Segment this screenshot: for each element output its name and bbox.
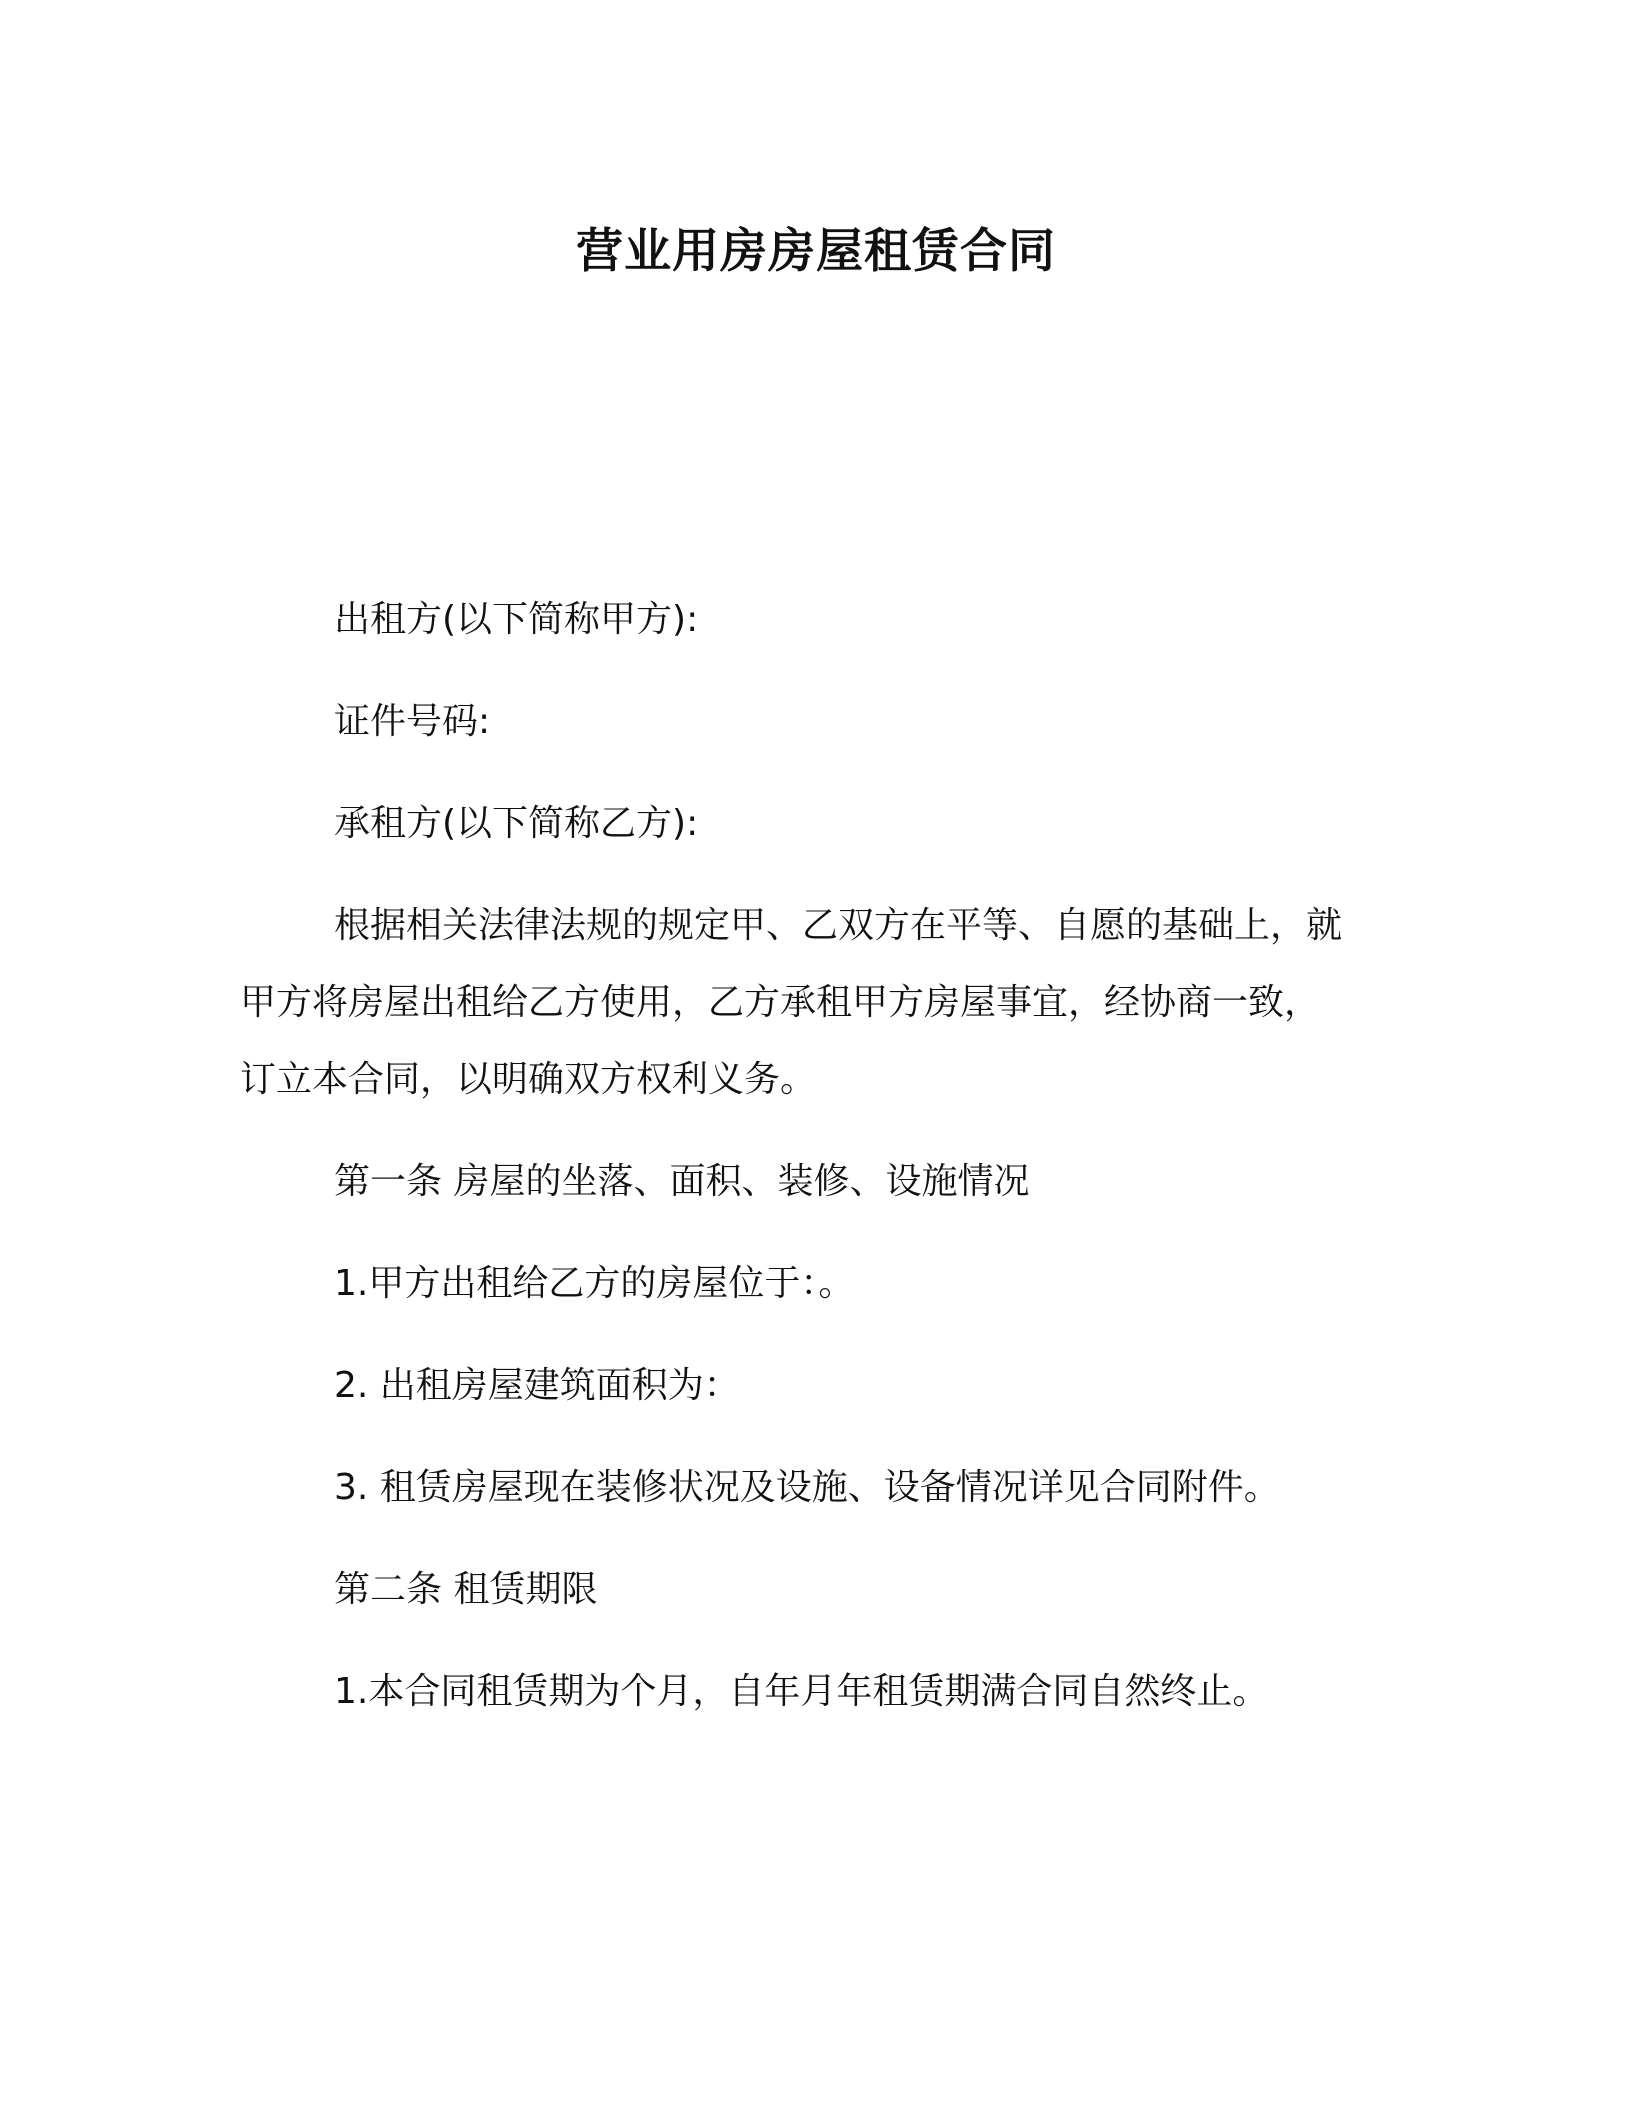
preamble-line-1: 根据相关法律法规的规定甲、乙双方在平等、自愿的基础上，就 (334, 905, 1343, 946)
preamble-line-2: 甲方将房屋出租给乙方使用，乙方承租甲方房屋事宜，经协商一致， (240, 982, 1321, 1023)
article-1-heading: 第一条 房屋的坐落、面积、装修、设施情况 (334, 1161, 1030, 1202)
article-1-item-2: 2. 出租房屋建筑面积为： (334, 1365, 740, 1406)
document-title: 营业用房房屋租赁合同 (576, 224, 1056, 279)
lessor-line: 出租方(以下简称甲方): (334, 599, 699, 640)
preamble-line-3: 订立本合同，以明确双方权利义务。 (240, 1059, 817, 1100)
id-number-line: 证件号码: (334, 701, 491, 742)
article-1-item-1: 1.甲方出租给乙方的房屋位于：。 (334, 1263, 855, 1304)
article-2-heading: 第二条 租赁期限 (334, 1569, 598, 1610)
lessee-line: 承租方(以下简称乙方): (334, 803, 699, 844)
article-2-item-1: 1.本合同租赁期为个月，自年月年租赁期满合同自然终止。 (334, 1671, 1269, 1712)
article-1-item-3: 3. 租赁房屋现在装修状况及设施、设备情况详见合同附件。 (334, 1467, 1280, 1508)
